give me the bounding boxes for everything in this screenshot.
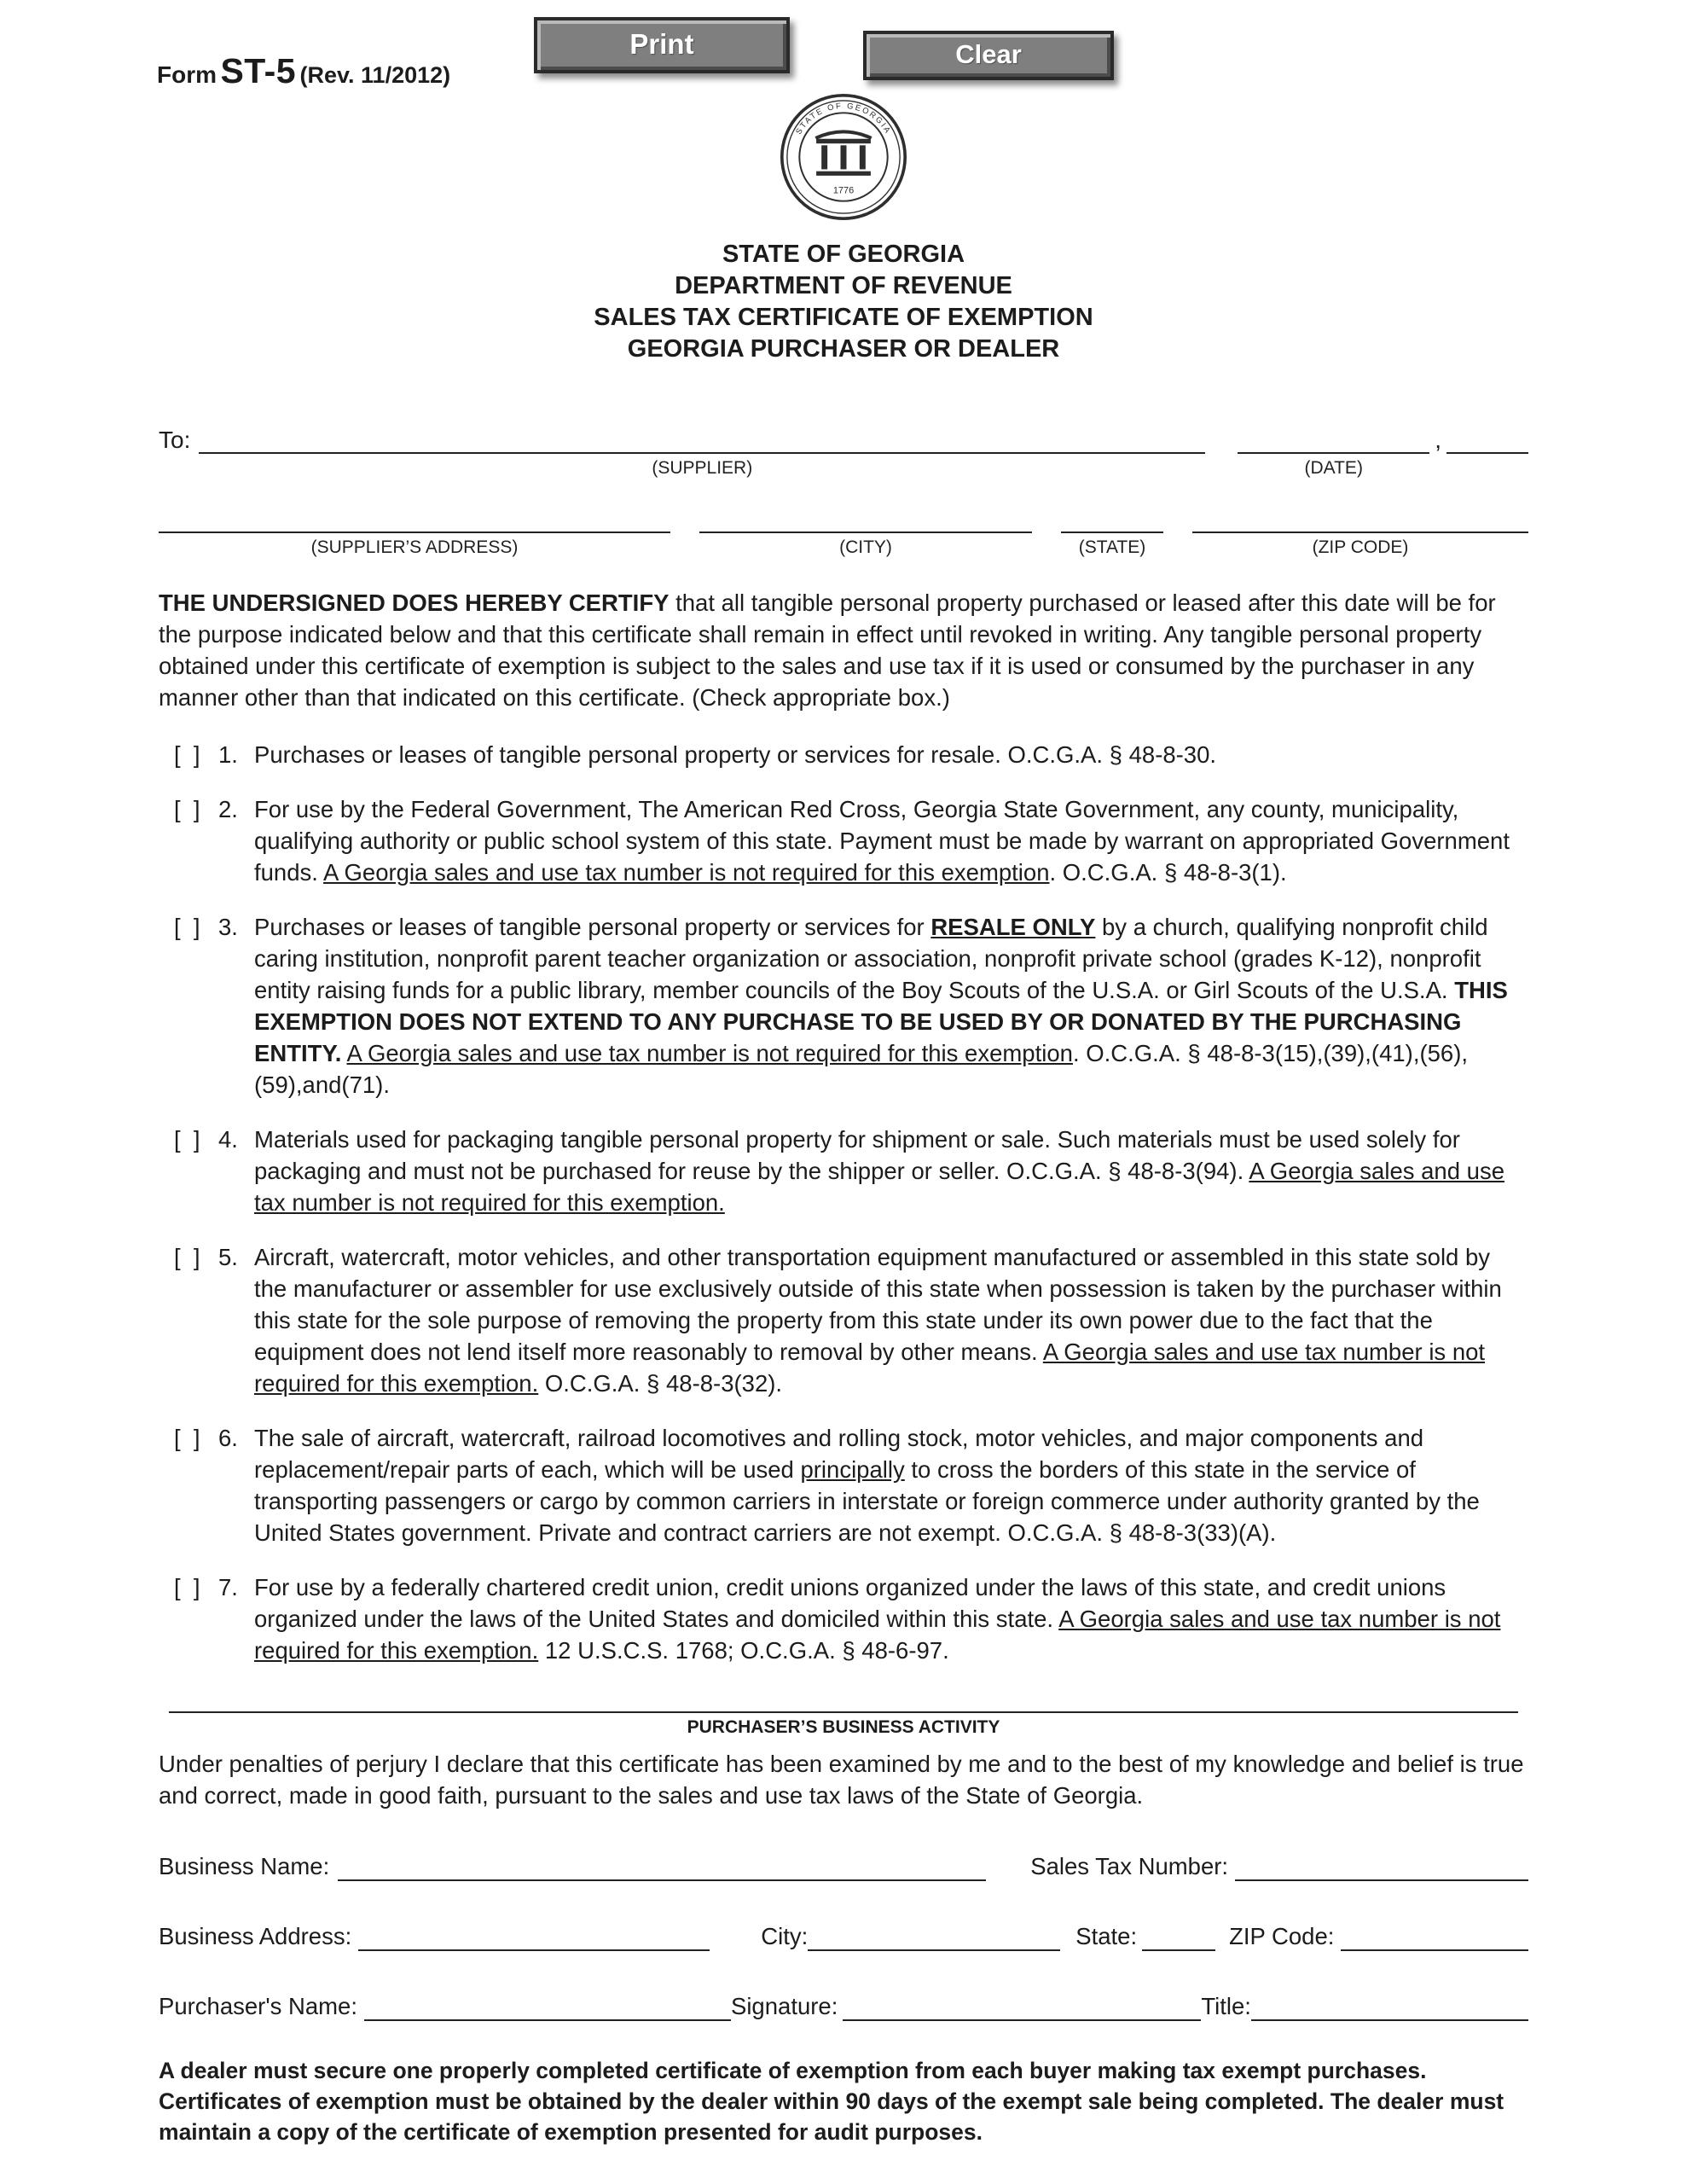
business-name-row (159, 1850, 1528, 1881)
date-field-group (1238, 425, 1429, 479)
business-name-input-line[interactable] (338, 1850, 986, 1881)
signature-input-line[interactable] (843, 1990, 1201, 2021)
exemption-item-3 (174, 911, 1528, 1101)
date-comma: , (1435, 427, 1441, 453)
to-row (159, 425, 1528, 479)
to-label: To: (159, 427, 191, 453)
form-revision: (Rev. 11/2012) (299, 62, 451, 88)
city-label: City: (761, 1923, 809, 1949)
zip-group (1192, 504, 1528, 558)
address-row (159, 504, 1528, 558)
form-word: Form (157, 61, 217, 88)
item-number-3: 3. (218, 914, 238, 940)
georgia-state-seal-icon (779, 92, 908, 222)
item-text-2: For use by the Federal Government, The American Red Cross, Georgia State Government, any county, municipality, qualifying authority or public school system of this state. Payment must be made by warrant on appropriated Government funds. A Georgia sales and use tax number is not required for this exemption. O.C.G.A. § 48-8-3(1). (254, 796, 1510, 886)
date-input-line[interactable] (1238, 425, 1429, 454)
zip-field-input-line[interactable] (1341, 1920, 1528, 1951)
print-button[interactable]: Print (534, 17, 790, 73)
exemption-item-5 (174, 1241, 1528, 1399)
clear-button[interactable]: Clear (863, 31, 1114, 80)
zip-input-line[interactable] (1192, 504, 1528, 533)
purchaser-name-input-line[interactable] (364, 1990, 731, 2021)
year-field-group (1446, 425, 1528, 454)
business-address-label: Business Address: (159, 1923, 352, 1949)
checkbox-5[interactable]: [ ] (174, 1244, 200, 1270)
city-input-line[interactable] (699, 504, 1032, 533)
item-text-1: Purchases or leases of tangible personal property or services for resale. O.C.G.A. § 48-8-30. (254, 741, 1217, 768)
supplier-address-caption: (SUPPLIER’S ADDRESS) (310, 537, 519, 557)
checkbox-2[interactable]: [ ] (174, 796, 200, 822)
title-line-purchaser: GEORGIA PURCHASER OR DEALER (627, 335, 1060, 363)
item-text-5: Aircraft, watercraft, motor vehicles, and other transportation equipment manufactured or assembled in this state sold by the manufacturer or assembler for use exclusively outside of this state when possession is taken by the purchaser within this state for the sole purpose of removing the property from this state under its own power due to the fact that the equipment does not lend itself more reasonably to removal by other means. A Georgia sales and use tax number is not required for this exemption. O.C.G.A. § 48-8-3(32). (254, 1244, 1502, 1397)
checkbox-3[interactable]: [ ] (174, 914, 200, 940)
checkbox-1[interactable]: [ ] (174, 741, 200, 768)
item-number-6: 6. (218, 1425, 238, 1451)
state-field-input-line[interactable] (1142, 1920, 1215, 1951)
state-label: State: (1075, 1923, 1138, 1949)
supplier-address-input-line[interactable] (159, 504, 670, 533)
city-group (699, 504, 1032, 558)
exemption-item-2 (174, 793, 1528, 888)
signature-label: Signature: (730, 1993, 838, 2019)
supplier-input-line[interactable] (199, 425, 1205, 454)
title-line-certificate: SALES TAX CERTIFICATE OF EXEMPTION (594, 304, 1093, 331)
dealer-notice: A dealer must secure one properly completed certificate of exemption from each buyer making tax exempt purchases. Certificates of exemption must be obtained by the dealer within 90 days of the exempt sale being completed. The dealer must maintain a copy of the certificate of exemption presented for audit purposes. (159, 2058, 1504, 2145)
title-line-department: DEPARTMENT OF REVENUE (675, 272, 1012, 299)
business-name-label: Business Name: (159, 1853, 330, 1879)
year-input-line[interactable] (1446, 425, 1528, 454)
sales-tax-number-label: Sales Tax Number: (1030, 1853, 1229, 1879)
item-number-1: 1. (218, 741, 238, 768)
exemption-item-1 (174, 739, 1528, 770)
exemption-items (159, 739, 1528, 1666)
item-text-4: Materials used for packaging tangible personal property for shipment or sale. Such materials must be used solely for packaging and must not be purchased for reuse by the shipper or seller. O.C.G.A. § 48-8-3(94). A Georgia sales and use tax number is not required for this exemption. (254, 1126, 1504, 1216)
supplier-caption: (SUPPLIER) (652, 458, 753, 478)
title-line-state: STATE OF GEORGIA (722, 241, 965, 268)
exemption-item-6 (174, 1422, 1528, 1548)
item-number-2: 2. (218, 796, 238, 822)
seal-container (159, 92, 1528, 222)
form-number: ST-5 (220, 51, 297, 90)
state-input-line[interactable] (1061, 504, 1163, 533)
form-id (157, 51, 450, 91)
exemption-item-7 (174, 1571, 1528, 1666)
state-caption: (STATE) (1078, 537, 1146, 557)
seal-year: 1776 (832, 185, 855, 196)
business-address-input-line[interactable] (358, 1920, 710, 1951)
seal-rim-text: STATE OF GEORGIA (793, 100, 894, 136)
zip-caption: (ZIP CODE) (1312, 537, 1409, 557)
zip-label: ZIP Code: (1229, 1923, 1335, 1949)
certify-paragraph: THE UNDERSIGNED DOES HEREBY CERTIFY that all tangible personal property purchased or leased after this date will be for the purpose indicated below and that this certificate shall remain in effect until revoked in writing. Any tangible personal property obtained under this certificate of exemption is subject to the sales and use tax if it is used or consumed by the purchaser in any manner other than that indicated on this certificate. (Check appropriate box.) (159, 590, 1496, 711)
supplier-field-group (199, 425, 1205, 479)
supplier-address-group (159, 504, 670, 558)
perjury-paragraph: Under penalties of perjury I declare that this certificate has been examined by me and to the best of my knowledge and belief is true and correct, made in good faith, pursuant to the sales and use tax laws of the State of Georgia. (159, 1751, 1524, 1809)
checkbox-7[interactable]: [ ] (174, 1574, 200, 1600)
state-group (1061, 504, 1163, 558)
title-input-line[interactable] (1251, 1990, 1528, 2021)
purchaser-row (159, 1990, 1528, 2021)
city-caption: (CITY) (839, 537, 892, 557)
item-text-3: Purchases or leases of tangible personal property or services for RESALE ONLY by a church, qualifying nonprofit child caring institution, nonprofit parent teacher organization or association, nonprofit private school (grades K-12), nonprofit entity raising funds for a public library, member councils of the Boy Scouts of the U.S.A. or Girl Scouts of the U.S.A. THIS EXEMPTION DOES NOT EXTEND TO ANY PURCHASE TO BE USED BY OR DONATED BY THE PURCHASING ENTITY. A Georgia sales and use tax number is not required for this exemption. O.C.G.A. § 48-8-3(15),(39),(41),(56),(59),and(71). (254, 914, 1508, 1098)
checkbox-6[interactable]: [ ] (174, 1425, 200, 1451)
business-activity-caption: PURCHASER’S BUSINESS ACTIVITY (687, 1717, 1000, 1737)
title-label: Title: (1201, 1993, 1251, 2019)
top-bar (159, 22, 1528, 89)
item-text-7: For use by a federally chartered credit union, credit unions organized under the laws of this state, and credit unions organized under the laws of the United States and domiciled within this state. A Georgia sales and use tax number is not required for this exemption. 12 U.S.C.S. 1768; O.C.G.A. § 48-6-97. (254, 1574, 1501, 1664)
item-number-4: 4. (218, 1126, 238, 1153)
date-caption: (DATE) (1304, 458, 1363, 478)
item-number-5: 5. (218, 1244, 238, 1270)
purchaser-name-label: Purchaser's Name: (159, 1993, 357, 2019)
business-activity-section (159, 1689, 1528, 1738)
title-block (159, 239, 1528, 365)
city-field-input-line[interactable] (808, 1920, 1060, 1951)
exemption-item-4 (174, 1124, 1528, 1218)
checkbox-4[interactable]: [ ] (174, 1126, 200, 1153)
item-text-6: The sale of aircraft, watercraft, railroad locomotives and rolling stock, motor vehicles, and major components and replacement/repair parts of each, which will be used principally to cross the borders of this state in the service of transporting passengers or cargo by common carriers in interstate or foreign commerce under authority granted by the United States government. Private and contract carriers are not exempt. O.C.G.A. § 48-8-3(33)(A). (254, 1425, 1480, 1546)
business-activity-input-line[interactable] (169, 1689, 1518, 1713)
sales-tax-number-input-line[interactable] (1235, 1850, 1528, 1881)
item-number-7: 7. (218, 1574, 238, 1600)
business-address-row (159, 1920, 1528, 1951)
